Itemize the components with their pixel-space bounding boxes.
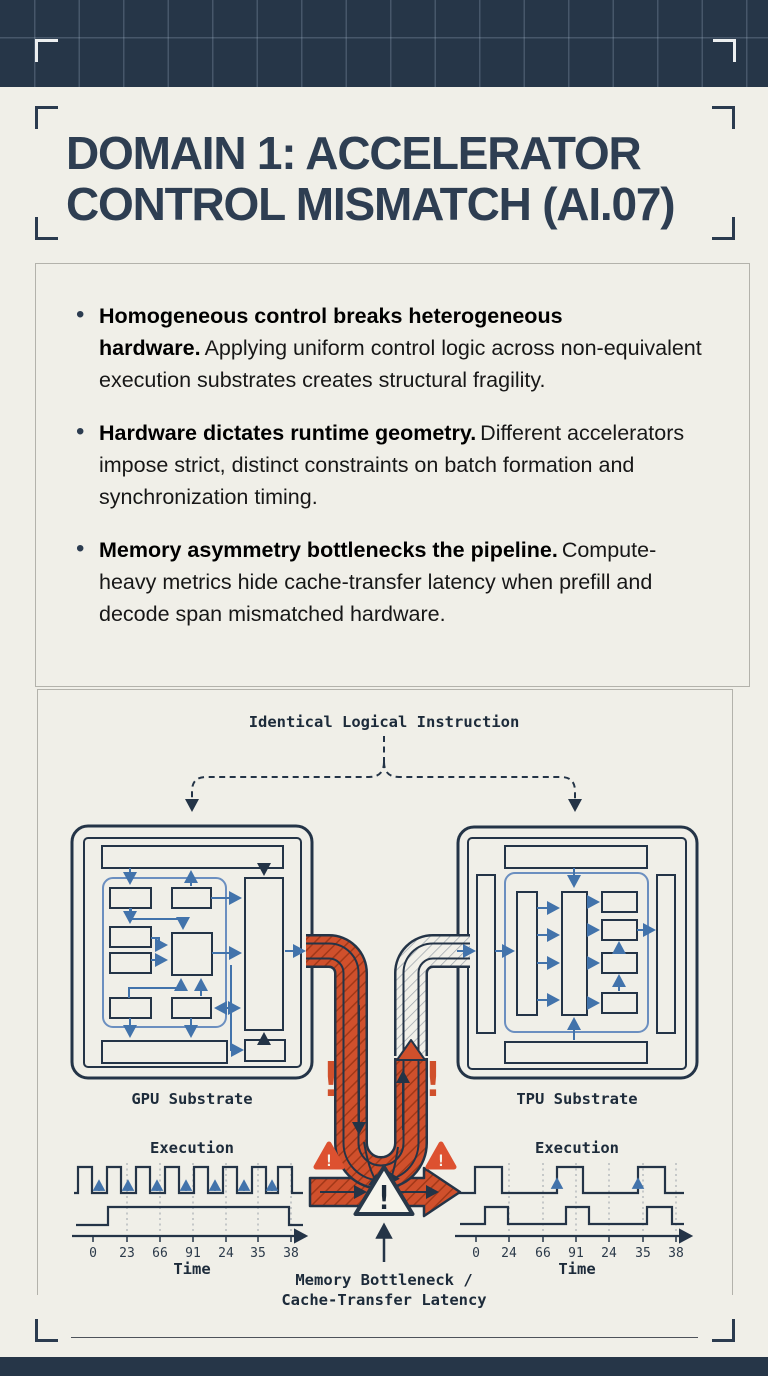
footer-rule [71, 1337, 698, 1338]
page-title-line2: CONTROL MISMATCH (AI.07) [66, 178, 675, 230]
key-points-list [36, 264, 749, 630]
banner-bracket-top-left [35, 39, 58, 62]
time-axis-ticks-left [89, 1246, 299, 1261]
bullet-body: Compute-heavy metrics hide cache-transfer latency when prefill and decode span mismatched hardware. [99, 538, 657, 626]
svg-text:35: 35 [250, 1246, 266, 1261]
alert-exclamation-left-icon: ! [316, 1052, 346, 1108]
svg-text:35: 35 [635, 1246, 651, 1261]
top-banner [0, 0, 768, 87]
execution-label-right: Execution [535, 1139, 619, 1157]
gpu-chip [72, 826, 312, 1078]
svg-text:!: ! [436, 1151, 446, 1170]
list-item [76, 300, 713, 396]
footer-bracket-bottom-left [35, 1319, 58, 1342]
list-item [76, 534, 713, 630]
instruction-label: Identical Logical Instruction [248, 713, 520, 731]
instruction-connector [192, 736, 575, 810]
svg-text:23: 23 [119, 1246, 135, 1261]
gpu-timing-diagram [72, 1139, 306, 1278]
bottleneck-label-line1: Memory Bottleneck / [295, 1271, 473, 1289]
banner-bracket-top-right [713, 39, 736, 62]
time-axis-ticks-right [472, 1246, 684, 1261]
tpu-timing-diagram [455, 1139, 691, 1278]
bottom-banner [0, 1357, 768, 1376]
svg-text:38: 38 [283, 1246, 299, 1261]
title-bracket-top-right [712, 106, 735, 129]
bullet-lead: Homogeneous control breaks heterogeneous hardware. [99, 304, 563, 360]
svg-text:0: 0 [472, 1246, 480, 1261]
title-bracket-top-left [35, 106, 58, 129]
tpu-chip [458, 827, 697, 1078]
svg-text:66: 66 [535, 1246, 551, 1261]
svg-text:24: 24 [218, 1246, 234, 1261]
svg-text:!: ! [324, 1151, 334, 1170]
bullet-lead: Hardware dictates runtime geometry. [99, 421, 477, 445]
svg-text:!: ! [374, 1178, 394, 1217]
diagram-canvas [0, 688, 768, 1312]
bottleneck-label-line2: Cache-Transfer Latency [281, 1291, 487, 1309]
alert-exclamation-right-icon: ! [418, 1052, 448, 1108]
svg-text:38: 38 [668, 1246, 684, 1261]
execution-label-left: Execution [150, 1139, 234, 1157]
list-item [76, 417, 713, 513]
bullet-body: Applying uniform control logic across non-equivalent execution substrates creates structural fragility. [99, 336, 702, 392]
page-title-line1: DOMAIN 1: ACCELERATOR [66, 127, 641, 179]
svg-text:66: 66 [152, 1246, 168, 1261]
title-bracket-bottom-left [35, 217, 58, 240]
bullet-body: Different accelerators impose strict, distinct constraints on batch formation and synchronization timing. [99, 421, 685, 509]
svg-text:24: 24 [601, 1246, 617, 1261]
tpu-substrate-label: TPU Substrate [516, 1090, 638, 1108]
footer-bracket-bottom-right [712, 1319, 735, 1342]
time-label-right: Time [558, 1260, 596, 1278]
page-title [66, 128, 726, 230]
svg-text:0: 0 [89, 1246, 97, 1261]
svg-text:91: 91 [568, 1246, 584, 1261]
gpu-substrate-label: GPU Substrate [131, 1090, 253, 1108]
svg-text:24: 24 [501, 1246, 517, 1261]
svg-text:91: 91 [185, 1246, 201, 1261]
bullet-lead: Memory asymmetry bottlenecks the pipeline. [99, 538, 558, 562]
warning-triangle-right-icon [428, 1144, 454, 1170]
time-label-left: Time [173, 1260, 211, 1278]
key-points-panel [35, 263, 750, 687]
